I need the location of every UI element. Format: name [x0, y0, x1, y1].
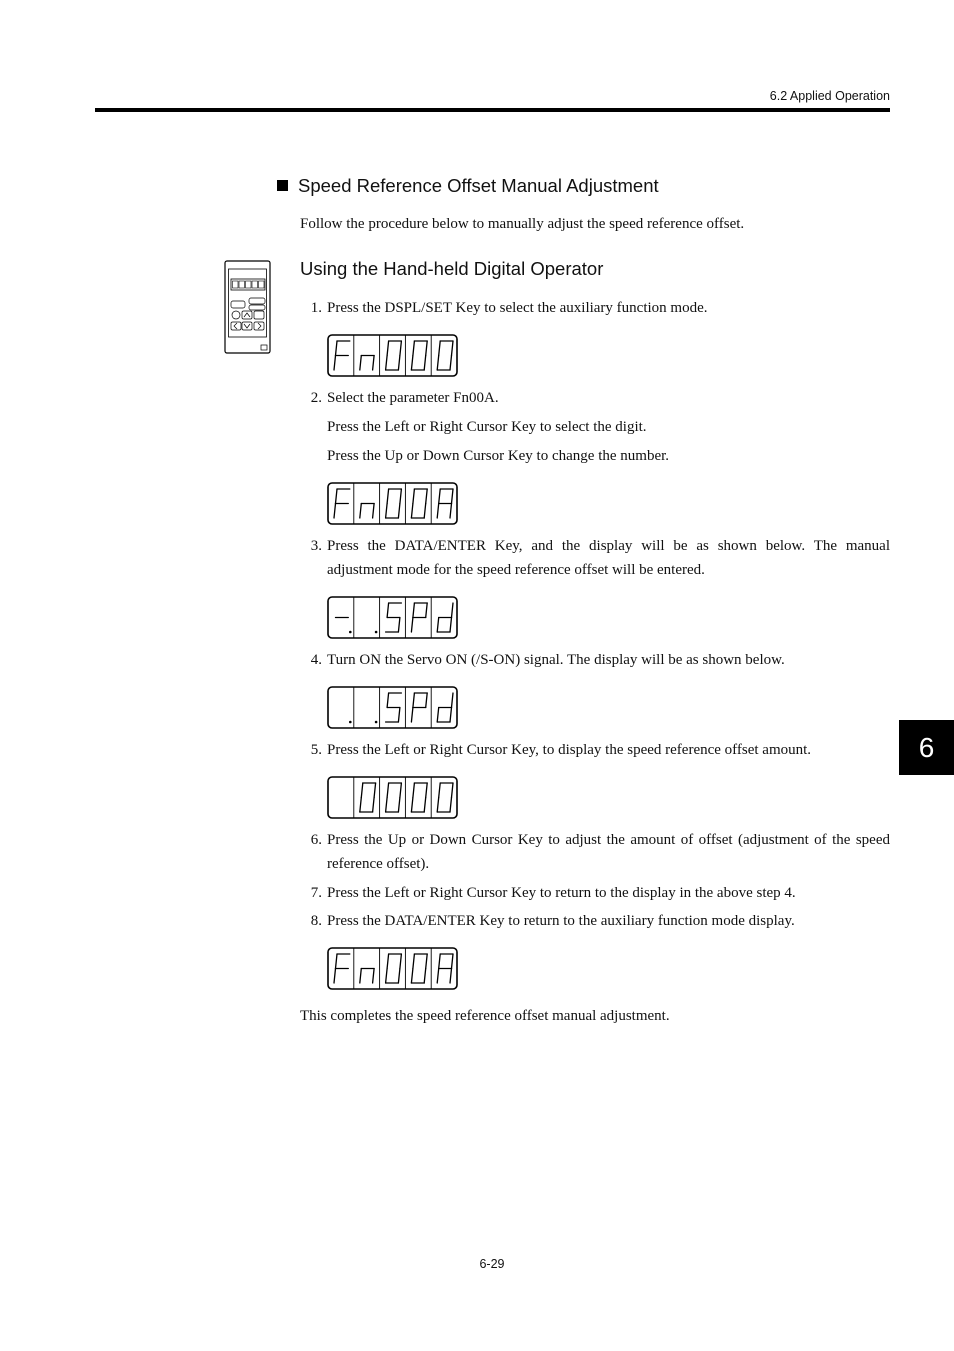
step-number: 1.	[310, 300, 322, 316]
step-2-detail-2: Press the Up or Down Cursor Key to change the number.	[327, 448, 670, 464]
section-title	[277, 175, 659, 197]
conclusion-paragraph: This completes the speed reference offset manual adjustment.	[300, 1008, 670, 1024]
step-text: Press the DSPL/SET Key to select the auxiliary function mode.	[327, 300, 708, 316]
step-text: Select the parameter Fn00A.	[327, 390, 499, 406]
step-2-detail-1: Press the Left or Right Cursor Key to select the digit.	[327, 419, 647, 435]
step-5	[300, 738, 890, 762]
step-text: Turn ON the Servo ON (/S-ON) signal. The display will be as shown below.	[327, 652, 785, 668]
header-rule	[95, 108, 890, 112]
seg-display-1	[327, 334, 458, 377]
hand-held-digital-operator-icon	[224, 260, 272, 354]
seg-dot	[349, 631, 352, 634]
chapter-tab: 6	[899, 720, 954, 775]
step-6	[300, 828, 890, 876]
seg-display-2	[327, 482, 458, 525]
step-number: 6.	[310, 832, 322, 848]
step-number: 2.	[310, 390, 322, 406]
step-text: Press the DATA/ENTER Key to return to the auxiliary function mode display.	[327, 913, 795, 929]
step-3	[300, 534, 890, 582]
intro-paragraph: Follow the procedure below to manually adjust the speed reference offset.	[300, 216, 745, 232]
step-number: 7.	[310, 885, 322, 901]
step-8	[300, 909, 890, 933]
seg-display-3	[327, 596, 458, 639]
step-text: Press the DATA/ENTER Key, and the display will be as shown below. The manual adjustment mode for the speed reference offset will be entered.	[327, 538, 890, 578]
step-text: Press the Left or Right Cursor Key, to display the speed reference offset amount.	[327, 742, 812, 758]
step-text: Press the Up or Down Cursor Key to adjust the amount of offset (adjustment of the speed reference offset).	[327, 832, 890, 872]
seg-dot	[375, 631, 378, 634]
seg-display-5	[327, 776, 458, 819]
step-number: 4.	[310, 652, 322, 668]
step-text: Press the Left or Right Cursor Key to return to the display in the above step 4.	[327, 885, 796, 901]
step-number: 3.	[310, 538, 322, 554]
step-number: 8.	[310, 913, 322, 929]
running-header: 6.2 Applied Operation	[769, 89, 890, 103]
page-number: 6-29	[479, 1257, 505, 1271]
seg-dot	[375, 721, 378, 724]
section-title-text: Speed Reference Offset Manual Adjustment	[298, 175, 659, 196]
step-4	[300, 648, 890, 672]
seg-display-4	[327, 686, 458, 729]
seg-dot	[349, 721, 352, 724]
step-7	[300, 881, 890, 905]
subsection-title: Using the Hand-held Digital Operator	[300, 258, 604, 279]
step-number: 5.	[310, 742, 322, 758]
step-2	[300, 386, 890, 410]
step-1	[300, 296, 890, 320]
square-bullet-icon	[277, 180, 288, 191]
seg-display-6	[327, 947, 458, 990]
